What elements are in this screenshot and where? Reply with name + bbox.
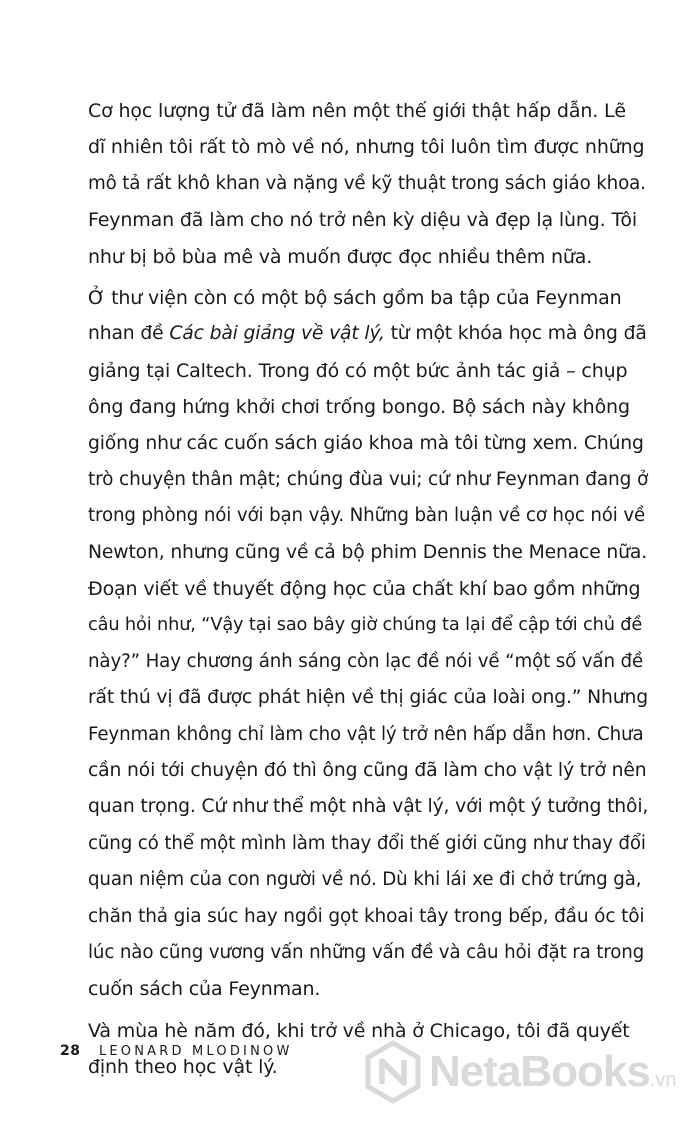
text-line bbox=[88, 280, 648, 316]
text-segment: trong phòng nói với bạn vậy. Những bàn luận về cơ học nói về bbox=[88, 505, 646, 527]
page-body bbox=[88, 93, 648, 1086]
watermark-text bbox=[429, 1048, 677, 1104]
text-line bbox=[88, 129, 648, 165]
text-segment: Ở thư viện còn có một bộ sách gồm ba tập của Feynman bbox=[88, 286, 622, 309]
text-line bbox=[88, 935, 648, 971]
book-title: Các bài giảng về vật lý, bbox=[169, 323, 385, 345]
text-segment: rất thú vị đã được phát hiện về thị giác của loài ong.” Nhưng bbox=[88, 687, 648, 709]
text-line bbox=[88, 389, 648, 425]
watermark-domain: .vn bbox=[649, 1069, 677, 1091]
netabooks-logo-icon bbox=[361, 1040, 425, 1104]
text-line bbox=[88, 607, 648, 643]
page-number: 28 bbox=[60, 1043, 81, 1059]
text-segment: giống như các cuốn sách giáo khoa mà tôi từng xem. Chúng bbox=[88, 432, 644, 454]
text-line bbox=[88, 316, 648, 352]
text-segment: trò chuyện thân mật; chúng đùa vui; cứ như Feynman đang ở bbox=[88, 468, 649, 490]
text-segment: Newton, nhưng cũng về cả bộ phim Dennis the Menace nữa. bbox=[88, 541, 648, 563]
text-segment: dĩ nhiên tôi rất tò mò về nó, nhưng tôi luôn tìm được những bbox=[88, 136, 645, 159]
text-segment: này?” Hay chương ánh sáng còn lạc đề nói về “một số vấn đề bbox=[88, 650, 644, 672]
page-footer bbox=[60, 1040, 293, 1062]
running-head-author: LEONARD MLODINOW bbox=[98, 1044, 293, 1059]
text-segment: ông đang hứng khởi chơi trống bongo. Bộ sách này không bbox=[88, 396, 630, 419]
text-line bbox=[88, 862, 648, 898]
text-line bbox=[88, 535, 648, 571]
text-segment: Feynman đã làm cho nó trở nên kỳ diệu và đẹp lạ lùng. Tôi bbox=[88, 209, 638, 232]
text-segment: lúc nào cũng vương vấn những vấn đề và câu hỏi đặt ra trong bbox=[88, 941, 645, 963]
text-line bbox=[88, 826, 648, 862]
text-line bbox=[88, 644, 648, 680]
text-line bbox=[88, 93, 648, 129]
paragraph bbox=[88, 280, 648, 1008]
watermark-brand: NetaBooks bbox=[429, 1047, 650, 1096]
text-segment: Feynman không chỉ làm cho vật lý trở nên hấp dẫn hơn. Chưa bbox=[88, 723, 644, 745]
text-segment: câu hỏi như, “Vậy tại sao bây giờ chúng ta lại để cập tới chủ đề bbox=[88, 615, 643, 636]
text-line bbox=[88, 571, 648, 607]
text-segment: từ một khóa học mà ông đã bbox=[384, 323, 647, 345]
text-segment: Và mùa hè năm đó, khi trở về nhà ở Chicago, tôi đã quyết bbox=[88, 1019, 630, 1042]
text-line bbox=[88, 353, 648, 389]
text-segment: quan niệm của con người về nó. Dù khi lái xe đi chở trứng gà, bbox=[88, 869, 642, 891]
text-line bbox=[88, 239, 648, 275]
text-segment: cuốn sách của Feynman. bbox=[88, 978, 321, 1001]
text-segment: cũng có thể một mình làm thay đổi thế giới cũng như thay đổi bbox=[88, 832, 646, 854]
text-line bbox=[88, 166, 648, 202]
text-line bbox=[88, 789, 648, 825]
text-line bbox=[88, 426, 648, 462]
text-line bbox=[88, 462, 648, 498]
text-segment: giảng tại Caltech. Trong đó có một bức ảnh tác giả – chụp bbox=[88, 359, 628, 382]
text-line bbox=[88, 971, 648, 1007]
text-line bbox=[88, 498, 648, 534]
text-segment: quan trọng. Cứ như thể một nhà vật lý, với một ý tưởng thôi, bbox=[88, 796, 649, 818]
text-line bbox=[88, 899, 648, 935]
text-line bbox=[88, 717, 648, 753]
text-segment: Cơ học lượng tử đã làm nên một thế giới thật hấp dẫn. Lẽ bbox=[88, 100, 626, 122]
text-segment: Đoạn viết về thuyết động học của chất khí bao gồm những bbox=[88, 578, 641, 601]
text-segment: định theo học vật lý. bbox=[88, 1056, 278, 1079]
text-segment: như bị bỏ bùa mê và muốn được đọc nhiều thêm nữa. bbox=[88, 245, 593, 268]
text-segment: nhan đề bbox=[88, 323, 170, 345]
text-segment: cần nói tới chuyện đó thì ông cũng đã làm cho vật lý trở nên bbox=[88, 760, 647, 782]
text-segment: mô tả rất khô khan và nặng về kỹ thuật trong sách giáo khoa. bbox=[88, 172, 646, 194]
text-line bbox=[88, 202, 648, 238]
text-line bbox=[88, 753, 648, 789]
text-segment: chăn thả gia súc hay ngồi gọt khoai tây trong bếp, đầu óc tôi bbox=[88, 905, 645, 927]
paragraph bbox=[88, 93, 648, 275]
text-line bbox=[88, 680, 648, 716]
watermark bbox=[361, 1040, 691, 1104]
